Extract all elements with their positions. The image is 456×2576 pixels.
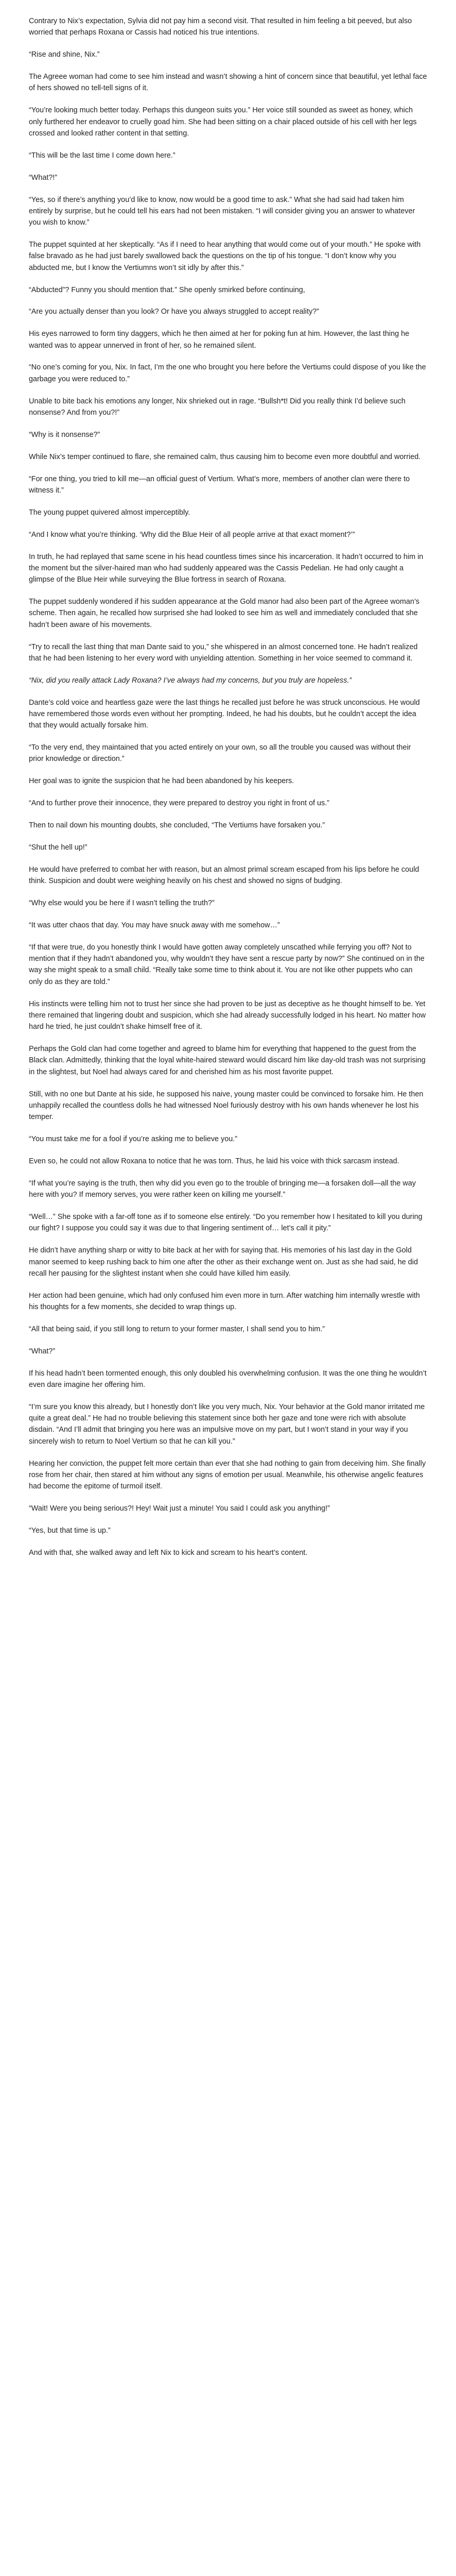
paragraph: Even so, he could not allow Roxana to notice that he was torn. Thus, he laid his voice with thick sarcasm instead. [29,1157,399,1165]
paragraph: He would have preferred to combat her with reason, but an almost primal scream escaped from his lips before he could think. Suspicion and doubt were weighing heavily on his chest and showed no signs of budging. [29,865,419,886]
paragraph: “Rise and shine, Nix.” [29,50,100,59]
paragraph: “No one’s coming for you, Nix. In fact, I’m the one who brought you here before the Vertiums could dispose of you like the garbage you were reduced to.” [29,363,426,383]
paragraph: And with that, she walked away and left Nix to kick and scream to his heart’s content. [29,1548,308,1557]
paragraph: “You must take me for a fool if you’re asking me to believe you.” [29,1135,238,1144]
paragraph: Perhaps the Gold clan had come together and agreed to blame him for everything that happened to the guest from the Black clan. Admittedly, thinking that the loyal white-haired steward would discard him like day-old trash was not surprising in the slightest, but Noel had always cared for and cherished him as his most favorite puppet. [29,1045,426,1076]
chapter-text [29,15,427,1558]
paragraph: “And I know what you’re thinking. ‘Why did the Blue Heir of all people arrive at that exact moment?’” [29,530,355,539]
paragraph: “To the very end, they maintained that you acted entirely on your own, so all the trouble you caused was without their prior knowledge or direction.” [29,743,411,764]
paragraph: “What?” [29,1347,56,1355]
paragraph: In truth, he had replayed that same scene in his head countless times since his incarceration. It hadn’t occurred to him in the moment but the silver-haired man who had suddenly appeared was the Cassis Pedelian. He had only caught a glimpse of the Blue Heir while surveying the Blue fortress in search of Roxana. [29,552,424,584]
paragraph: “Try to recall the last thing that man Dante said to you,” she whispered in an almost concerned tone. He hadn’t realized that he had been listening to her every word with unyielding attention. Something in her voice seemed to command it. [29,642,418,663]
paragraph: “For one thing, you tried to kill me—an official guest of Vertium. What’s more, members of another clan were there to witness it.” [29,474,410,495]
paragraph: The puppet squinted at her skeptically. “As if I need to hear anything that would come out of your mouth.” He spoke with false bravado as he had just barely swallowed back the questions on the tip of his tongue. “I don’t know why you abducted me, but I know the Vertiumns won’t sit idly by after this.” [29,241,421,272]
paragraph: “If what you’re saying is the truth, then why did you even go to the trouble of bringing me—a forsaken doll—all the way here with you? If memory serves, you were rather keen on killing me yourself.” [29,1179,416,1199]
paragraph: “Yes, so if there’s anything you’d like to know, now would be a good time to ask.” What she had said had taken him entirely by surprise, but he could tell his ears had not been mistaken. “I will consider giving you an answer to whatever you wish to know.” [29,195,415,227]
paragraph: “Wait! Were you being serious?! Hey! Wait just a minute! You said I could ask you anything!” [29,1504,330,1513]
paragraph: His eyes narrowed to form tiny daggers, which he then aimed at her for poking fun at him. However, the last thing he wanted was to appear unnerved in front of her, so he remained silent. [29,330,410,350]
paragraph: The young puppet quivered almost imperceptibly. [29,508,190,517]
paragraph: Her goal was to ignite the suspicion that he had been abandoned by his keepers. [29,777,294,786]
paragraph: “This will be the last time I come down here.” [29,151,176,160]
paragraph: “If that were true, do you honestly think I would have gotten away completely unscathed while ferrying you off? Not to mention that if they hadn’t abandoned you, why wouldn’t they have sent a rescue party by now?” She continued on in the way she might speak to a small child. “Really take some time to think about it. You are not like other puppets who can only do as they are told.” [29,943,425,986]
paragraph: Contrary to Nix’s expectation, Sylvia did not pay him a second visit. That resulted in him feeling a bit peeved, but also worried that perhaps Roxana or Cassis had noticed his true intentions. [29,17,412,37]
paragraph: “What?!” [29,173,58,182]
paragraph: “Why else would you be here if I wasn’t telling the truth?” [29,899,215,908]
paragraph: “I’m sure you know this already, but I honestly don’t like you very much, Nix. Your behavior at the Gold manor irritated me quite a great deal.” He had no trouble believing this statement since both her gaze and tone were rich with absolute disdain. “And I’ll admit that bringing you here was an impulsive move on my part, but I won’t stand in your way if you sincerely wish to return to Noel Vertium so that he can kill you.” [29,1402,425,1446]
paragraph: “Yes, but that time is up.” [29,1527,111,1535]
paragraph: “All that being said, if you still long to return to your former master, I shall send you to him.” [29,1325,325,1333]
paragraph: “Shut the hell up!” [29,843,87,852]
paragraph: “Well…” She spoke with a far-off tone as if to someone else entirely. “Do you remember how I hesitated to kill you during our fight? I suppose you could say it was due to that lingering sentiment of… let’s call it pity.” [29,1213,423,1233]
paragraph: The Agreee woman had come to see him instead and wasn’t showing a hint of concern since that beautiful, yet lethal face of hers showed no tell-tell signs of it. [29,73,427,93]
paragraph: If his head hadn’t been tormented enough, this only doubled his overwhelming confusion. It was the one thing he wouldn’t even dare imagine her offering him. [29,1369,427,1389]
paragraph: “Nix, did you really attack Lady Roxana? I’ve always had my concerns, but you truly are hopeless.” [29,676,352,685]
paragraph: His instincts were telling him not to trust her since she had proven to be just as deceptive as he thought himself to be. Yet there remained that lingering doubt and suspicion, which she had already successfully lodged in his heart. No matter how hard he tried, he just couldn’t shake himself free of it. [29,999,426,1031]
paragraph: Still, with no one but Dante at his side, he supposed his naive, young master could be convinced to forsake him. He then unhappily recalled the countless dolls he had witnessed Noel furiously destroy with his own hands whenever he lost his temper. [29,1090,424,1122]
paragraph: The puppet suddenly wondered if his sudden appearance at the Gold manor had also been part of the Agreee woman’s scheme. Then again, he recalled how surprised she had looked to see him as well and immediately concluded that she hadn’t been aware of his movements. [29,598,419,629]
paragraph: “And to further prove their innocence, they were prepared to destroy you right in front of us.” [29,799,329,808]
paragraph: Her action had been genuine, which had only confused him even more in turn. After watching him internally wrestle with his thoughts for a few moments, she decided to wrap things up. [29,1291,420,1312]
paragraph: “Are you actually denser than you look? Or have you always struggled to accept reality?” [29,308,319,316]
paragraph: “It was utter chaos that day. You may have snuck away with me somehow…” [29,921,280,929]
paragraph: Unable to bite back his emotions any longer, Nix shrieked out in rage. “Bullsh*t! Did you really think I’d believe such nonsense? And from you?!” [29,397,406,417]
paragraph: He didn’t have anything sharp or witty to bite back at her with for saying that. His memories of his last day in the Gold manor seemed to keep rushing back to him one after the other as their exchange went on. Just as she had said, he did recall her pausing for the slightest instant when she could have killed him easily. [29,1246,418,1278]
paragraph: Dante’s cold voice and heartless gaze were the last things he recalled just before he was struck unconscious. He would have remembered those words even without her prompting. Indeed, he had his doubts, but he couldn’t accept the idea that they would actually forsake him. [29,698,420,730]
paragraph: “Abducted”? Funny you should mention that.” She openly smirked before continuing, [29,285,305,294]
paragraph: “You’re looking much better today. Perhaps this dungeon suits you.” Her voice still sounded as sweet as honey, which only furthered her endeavor to cruelly goad him. She had been sitting on a chair placed outside of his cell with her legs crossed and looked rather content in that setting. [29,106,417,138]
paragraph: Then to nail down his mounting doubts, she concluded, “The Vertiums have forsaken you.” [29,821,325,830]
paragraph: While Nix’s temper continued to flare, she remained calm, thus causing him to become even more doubtful and worried. [29,452,421,461]
paragraph: “Why is it nonsense?” [29,430,100,439]
paragraph: Hearing her conviction, the puppet felt more certain than ever that she had nothing to gain from deceiving him. She finally rose from her chair, then stared at him without any signs of emotion per usual. Meanwhile, his otherwise angelic features had become the epitome of turmoil itself. [29,1459,426,1491]
